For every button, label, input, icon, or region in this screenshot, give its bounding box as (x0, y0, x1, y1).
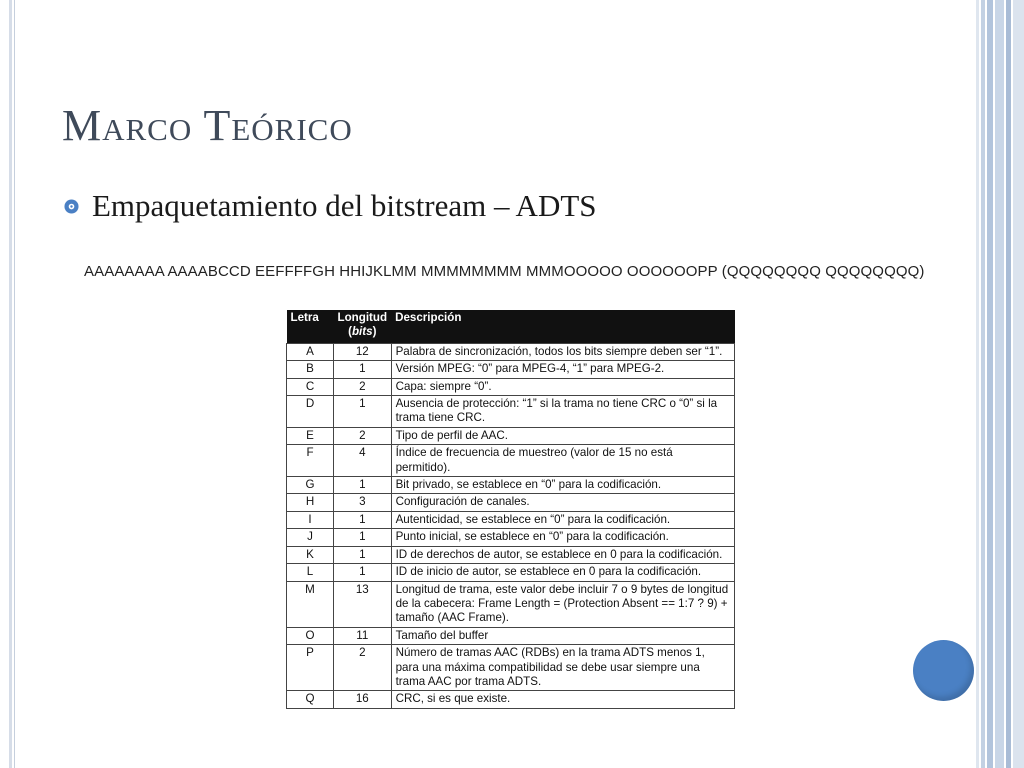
cell-letra: A (287, 343, 334, 360)
cell-longitud: 13 (334, 581, 392, 627)
cell-longitud: 2 (334, 645, 392, 691)
slide-subtitle: Empaquetamiento del bitstream – ADTS (92, 188, 597, 223)
cell-descripcion: Tamaño del buffer (391, 627, 734, 644)
cell-descripcion: Punto inicial, se establece en “0” para la codificación. (391, 529, 734, 546)
cell-letra: M (287, 581, 334, 627)
cell-letra: F (287, 445, 334, 477)
table-row (287, 564, 735, 581)
cell-letra: Q (287, 691, 334, 708)
cell-letra: C (287, 378, 334, 395)
table-row (287, 378, 735, 395)
cell-descripcion: Ausencia de protección: “1” si la trama no tiene CRC o “0” si la trama tiene CRC. (391, 396, 734, 428)
table-row (287, 627, 735, 644)
cell-longitud: 16 (334, 691, 392, 708)
left-border-line-thin (14, 0, 15, 768)
cell-letra: J (287, 529, 334, 546)
cell-longitud: 1 (334, 511, 392, 528)
cell-letra: L (287, 564, 334, 581)
table-row (287, 343, 735, 360)
header-longitud-label: Longitud (337, 311, 388, 324)
adts-bit-pattern: AAAAAAAA AAAABCCD EEFFFFGH HHIJKLMM MMMMMMMM MMMOOOOO OOOOOOPP (QQQQQQQQ QQQQQQQQ) (84, 263, 925, 280)
cell-longitud: 1 (334, 564, 392, 581)
table-row (287, 445, 735, 477)
cell-longitud: 12 (334, 343, 392, 360)
cell-descripcion: CRC, si es que existe. (391, 691, 734, 708)
header-letra: Letra (287, 310, 334, 343)
cell-descripcion: Bit privado, se establece en “0” para la codificación. (391, 477, 734, 494)
cell-longitud: 11 (334, 627, 392, 644)
cell-longitud: 3 (334, 494, 392, 511)
table-row (287, 396, 735, 428)
decorative-blue-circle (913, 640, 974, 701)
adts-header-table (286, 310, 735, 709)
cell-descripcion: Tipo de perfil de AAC. (391, 427, 734, 444)
cell-longitud: 1 (334, 361, 392, 378)
cell-longitud: 4 (334, 445, 392, 477)
table-row (287, 477, 735, 494)
table-header-row (287, 310, 735, 343)
cell-longitud: 1 (334, 396, 392, 428)
cell-letra: E (287, 427, 334, 444)
cell-letra: D (287, 396, 334, 428)
table-row (287, 546, 735, 563)
left-border-line (9, 0, 12, 768)
cell-letra: P (287, 645, 334, 691)
table-row (287, 581, 735, 627)
cell-longitud: 1 (334, 477, 392, 494)
gear-bullet-icon (64, 199, 79, 214)
table-row (287, 494, 735, 511)
cell-descripcion: Palabra de sincronización, todos los bits siempre deben ser “1”. (391, 343, 734, 360)
slide-title: Marco Teórico (62, 101, 353, 150)
cell-descripcion: Índice de frecuencia de muestreo (valor de 15 no está permitido). (391, 445, 734, 477)
cell-descripcion: ID de inicio de autor, se establece en 0 para la codificación. (391, 564, 734, 581)
table-row (287, 511, 735, 528)
cell-descripcion: Número de tramas AAC (RDBs) en la trama ADTS menos 1, para una máxima compatibilidad se debe usar siempre una trama AAC por trama ADTS. (391, 645, 734, 691)
cell-descripcion: Configuración de canales. (391, 494, 734, 511)
table-row (287, 427, 735, 444)
table-row (287, 361, 735, 378)
cell-letra: H (287, 494, 334, 511)
cell-letra: K (287, 546, 334, 563)
cell-longitud: 1 (334, 529, 392, 546)
cell-longitud: 1 (334, 546, 392, 563)
header-longitud-unit: bits (351, 325, 373, 339)
cell-longitud: 2 (334, 427, 392, 444)
header-longitud: Longitud (bits) (334, 310, 392, 343)
cell-descripcion: ID de derechos de autor, se establece en 0 para la codificación. (391, 546, 734, 563)
cell-descripcion: Longitud de trama, este valor debe incluir 7 o 9 bytes de longitud de la cabecera: Frame Length = (Protection Absent == 1:7 ? 9) + tamaño (AAC Frame). (391, 581, 734, 627)
table-row (287, 529, 735, 546)
table-row (287, 691, 735, 708)
cell-descripcion: Capa: siempre “0”. (391, 378, 734, 395)
cell-letra: I (287, 511, 334, 528)
cell-letra: O (287, 627, 334, 644)
table-row (287, 645, 735, 691)
header-descripcion: Descripción (391, 310, 734, 343)
cell-letra: G (287, 477, 334, 494)
cell-letra: B (287, 361, 334, 378)
cell-descripcion: Versión MPEG: “0” para MPEG-4, “1” para MPEG-2. (391, 361, 734, 378)
cell-descripcion: Autenticidad, se establece en “0” para la codificación. (391, 511, 734, 528)
cell-longitud: 2 (334, 378, 392, 395)
